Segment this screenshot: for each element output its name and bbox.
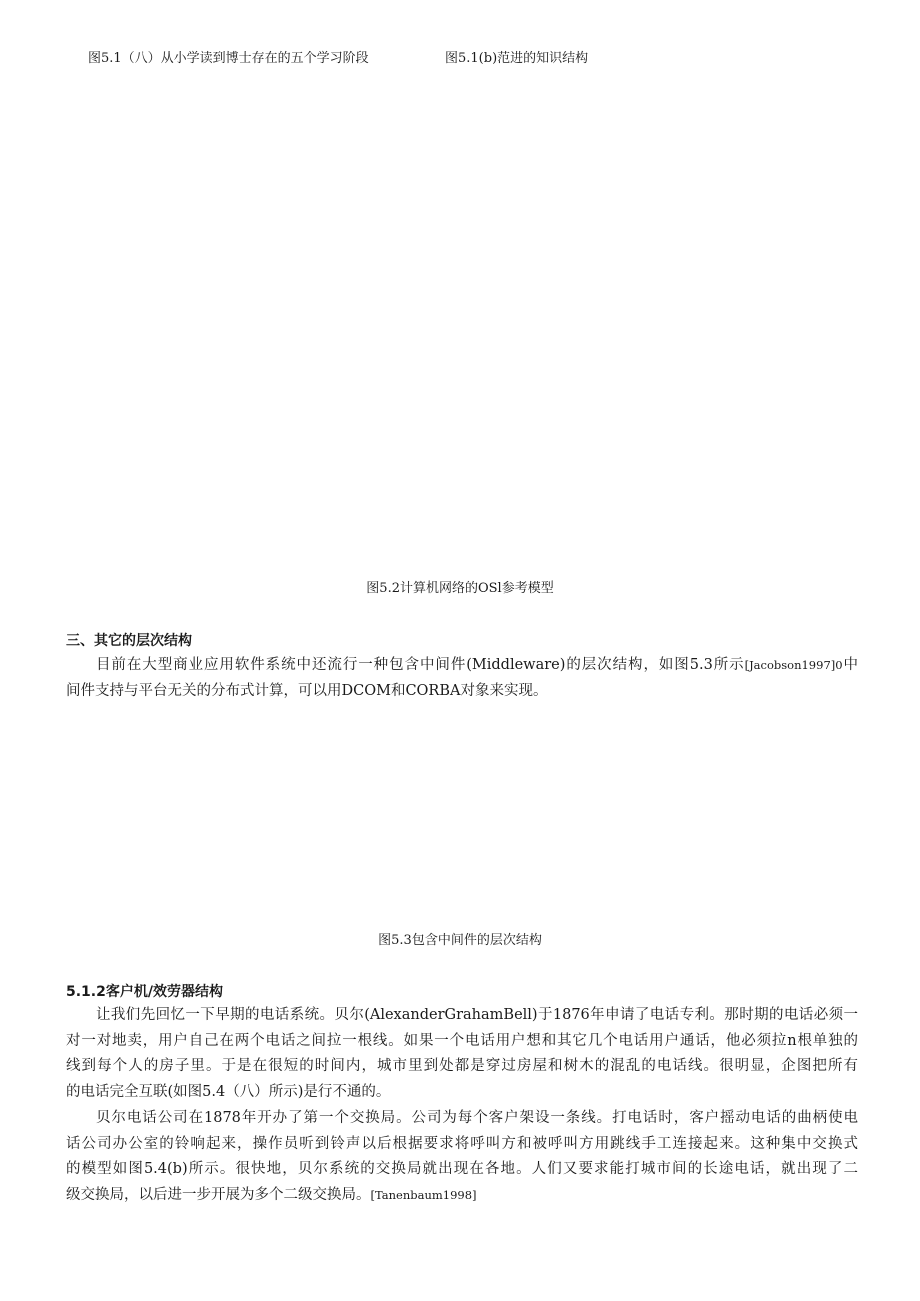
paragraph-line: 贝尔电话公司在1878年开办了第一个交换局。公司为每个客户架设一条线。打电话时，客户摇动电话的曲柄使电 <box>96 1110 858 1126</box>
citation-jacobson: [Jacobson1997]0 <box>744 658 843 672</box>
figure-5-2-image-area <box>66 75 858 565</box>
figure-5-3-caption: 图5.3包含中间件的层次结构 <box>378 933 542 948</box>
paragraph-middleware <box>66 653 858 704</box>
paragraph-line: 级交换局，以后进一步开展为多个二级交换局。[Tanenbaum1998] <box>66 1186 477 1203</box>
paragraph-bell-history <box>66 1003 858 1105</box>
paragraph-line: 目前在大型商业应用软件系统中还流行一种包含中间件(Middleware)的层次结构，如图5.3所示[Jacobson1997]0中 <box>96 657 858 673</box>
paragraph-line: 的电话完全互联(如图5.4（八）所示)是行不通的。 <box>66 1083 391 1100</box>
figure-5-2-caption: 图5.2计算机网络的OSl参考模型 <box>366 581 554 596</box>
figure-5-1b-caption: 图5.1(b)范进的知识结构 <box>445 51 589 66</box>
paragraph-line: 话公司办公室的铃响起来，操作员听到铃声以后根据要求将呼叫方和被呼叫方用跳线手工连接起来。这种集中交换式 <box>66 1135 858 1152</box>
section-heading-other-structures: 三、其它的层次结构 <box>66 633 192 649</box>
paragraph-line: 线到每个人的房子里。于是在很短的时间内，城市里到处都是穿过房屋和树木的混乱的电话线。很明显，企图把所有 <box>66 1058 858 1075</box>
paragraph-line: 让我们先回忆一下早期的电话系统。贝尔(AlexanderGrahamBell)于1876年申请了电话专利。那时期的电话必须一 <box>96 1007 858 1023</box>
paragraph-exchange-office <box>66 1106 858 1208</box>
figure-5-3-image-area <box>66 712 858 922</box>
citation-tanenbaum: [Tanenbaum1998] <box>370 1187 477 1202</box>
paragraph-line: 的模型如图5.4(b)所示。很快地，贝尔系统的交换局就出现在各地。人们又要求能打城市间的长途电话，就出现了二 <box>66 1161 858 1178</box>
paragraph-line: 对一对地卖，用户自己在两个电话之间拉一根线。如果一个电话用户想和其它几个电话用户通话，他必须拉n根单独的 <box>66 1032 858 1049</box>
figure-5-1a-caption: 图5.1（八）从小学读到博士存在的五个学习阶段 <box>88 51 369 66</box>
section-heading-client-server: 5.1.2客户机/效劳器结构 <box>66 984 223 1000</box>
paragraph-line: 间件支持与平台无关的分布式计算，可以用DCOM和CORBA对象来实现。 <box>66 682 548 699</box>
